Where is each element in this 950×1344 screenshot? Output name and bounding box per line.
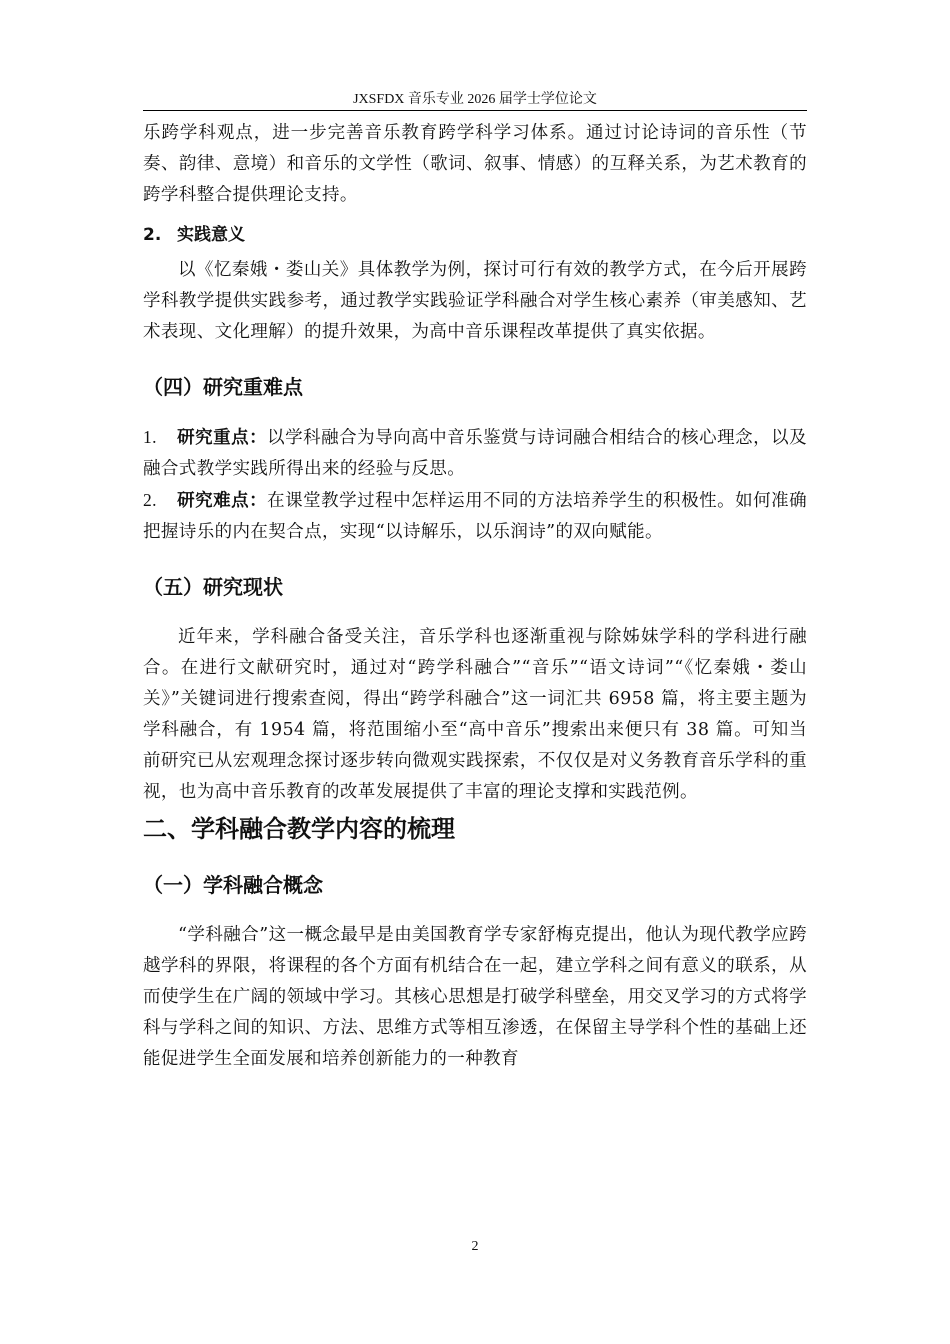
- item-text: 以学科融合为导向高中音乐鉴赏与诗词融合相结合的核心理念，以及融合式教学实践所得出来的经验与反思。: [143, 428, 808, 479]
- page-body: [143, 118, 807, 1075]
- paragraph-continued: 乐跨学科观点，进一步完善音乐教育跨学科学习体系。通过讨论诗词的音乐性（节奏、韵律、意境）和音乐的文学性（歌词、叙事、情感）的互释关系，为艺术教育的跨学科整合提供理论支持。: [143, 123, 807, 205]
- header-rule: [143, 110, 807, 111]
- item-number: 1.: [143, 427, 157, 447]
- heading-research-status: （五）研究现状: [143, 575, 283, 599]
- page-number: 2: [471, 1239, 479, 1254]
- heading-number: 2.: [143, 225, 162, 245]
- item-number: 2.: [143, 490, 157, 510]
- item-text: 在课堂教学过程中怎样运用不同的方法培养学生的积极性。如何准确把握诗乐的内在契合点，实现“以诗解乐，以乐润诗”的双向赋能。: [143, 491, 808, 542]
- heading-integration-concept: （一）学科融合概念: [143, 873, 323, 897]
- item-label: 研究重点：: [177, 428, 268, 448]
- item-label: 研究难点：: [177, 491, 268, 511]
- heading-research-key-points: （四）研究重难点: [143, 375, 303, 399]
- chapter-heading: 二、学科融合教学内容的梳理: [143, 815, 455, 843]
- difficulty-item: [143, 485, 807, 548]
- paragraph-research-status: 近年来，学科融合备受关注，音乐学科也逐渐重视与除姊妹学科的学科进行融合。在进行文献研究时，通过对“跨学科融合”“音乐”“语文诗词”“《忆秦娥・娄山关》”关键词进行搜索查阅，得出“跨学科融合”这一词汇共 6958 篇，将主要主题为学科融合，有 1954 篇，将范围缩小至“高中音乐”搜索出来便只有 38 篇。可知当前研究已从宏观理念探讨逐步转向微观实践探索，不仅仅是对义务教育音乐学科的重视，也为高中音乐教育的改革发展提供了丰富的理论支撑和实践范例。: [143, 627, 807, 802]
- paragraph-practice: 以《忆秦娥・娄山关》具体教学为例，探讨可行有效的教学方式，在今后开展跨学科教学提供实践参考，通过教学实践验证学科融合对学生核心素养（审美感知、艺术表现、文化理解）的提升效果，为高中音乐课程改革提供了真实依据。: [143, 260, 807, 342]
- heading-practice-significance: [143, 221, 807, 249]
- paragraph-concept: “学科融合”这一概念最早是由美国教育学专家舒梅克提出，他认为现代教学应跨越学科的界限，将课程的各个方面有机结合在一起，建立学科之间有意义的联系，从而使学生在广阔的领域中学习。其核心思想是打破学科壁垒，用交叉学习的方式将学科与学科之间的知识、方法、思维方式等相互渗透，在保留主导学科个性的基础上还能促进学生全面发展和培养创新能力的一种教育: [143, 925, 807, 1069]
- page-header: JXSFDX 音乐专业 2026 届学士学位论文: [353, 92, 597, 107]
- key-point-item: [143, 422, 807, 485]
- heading-title: 实践意义: [177, 225, 245, 245]
